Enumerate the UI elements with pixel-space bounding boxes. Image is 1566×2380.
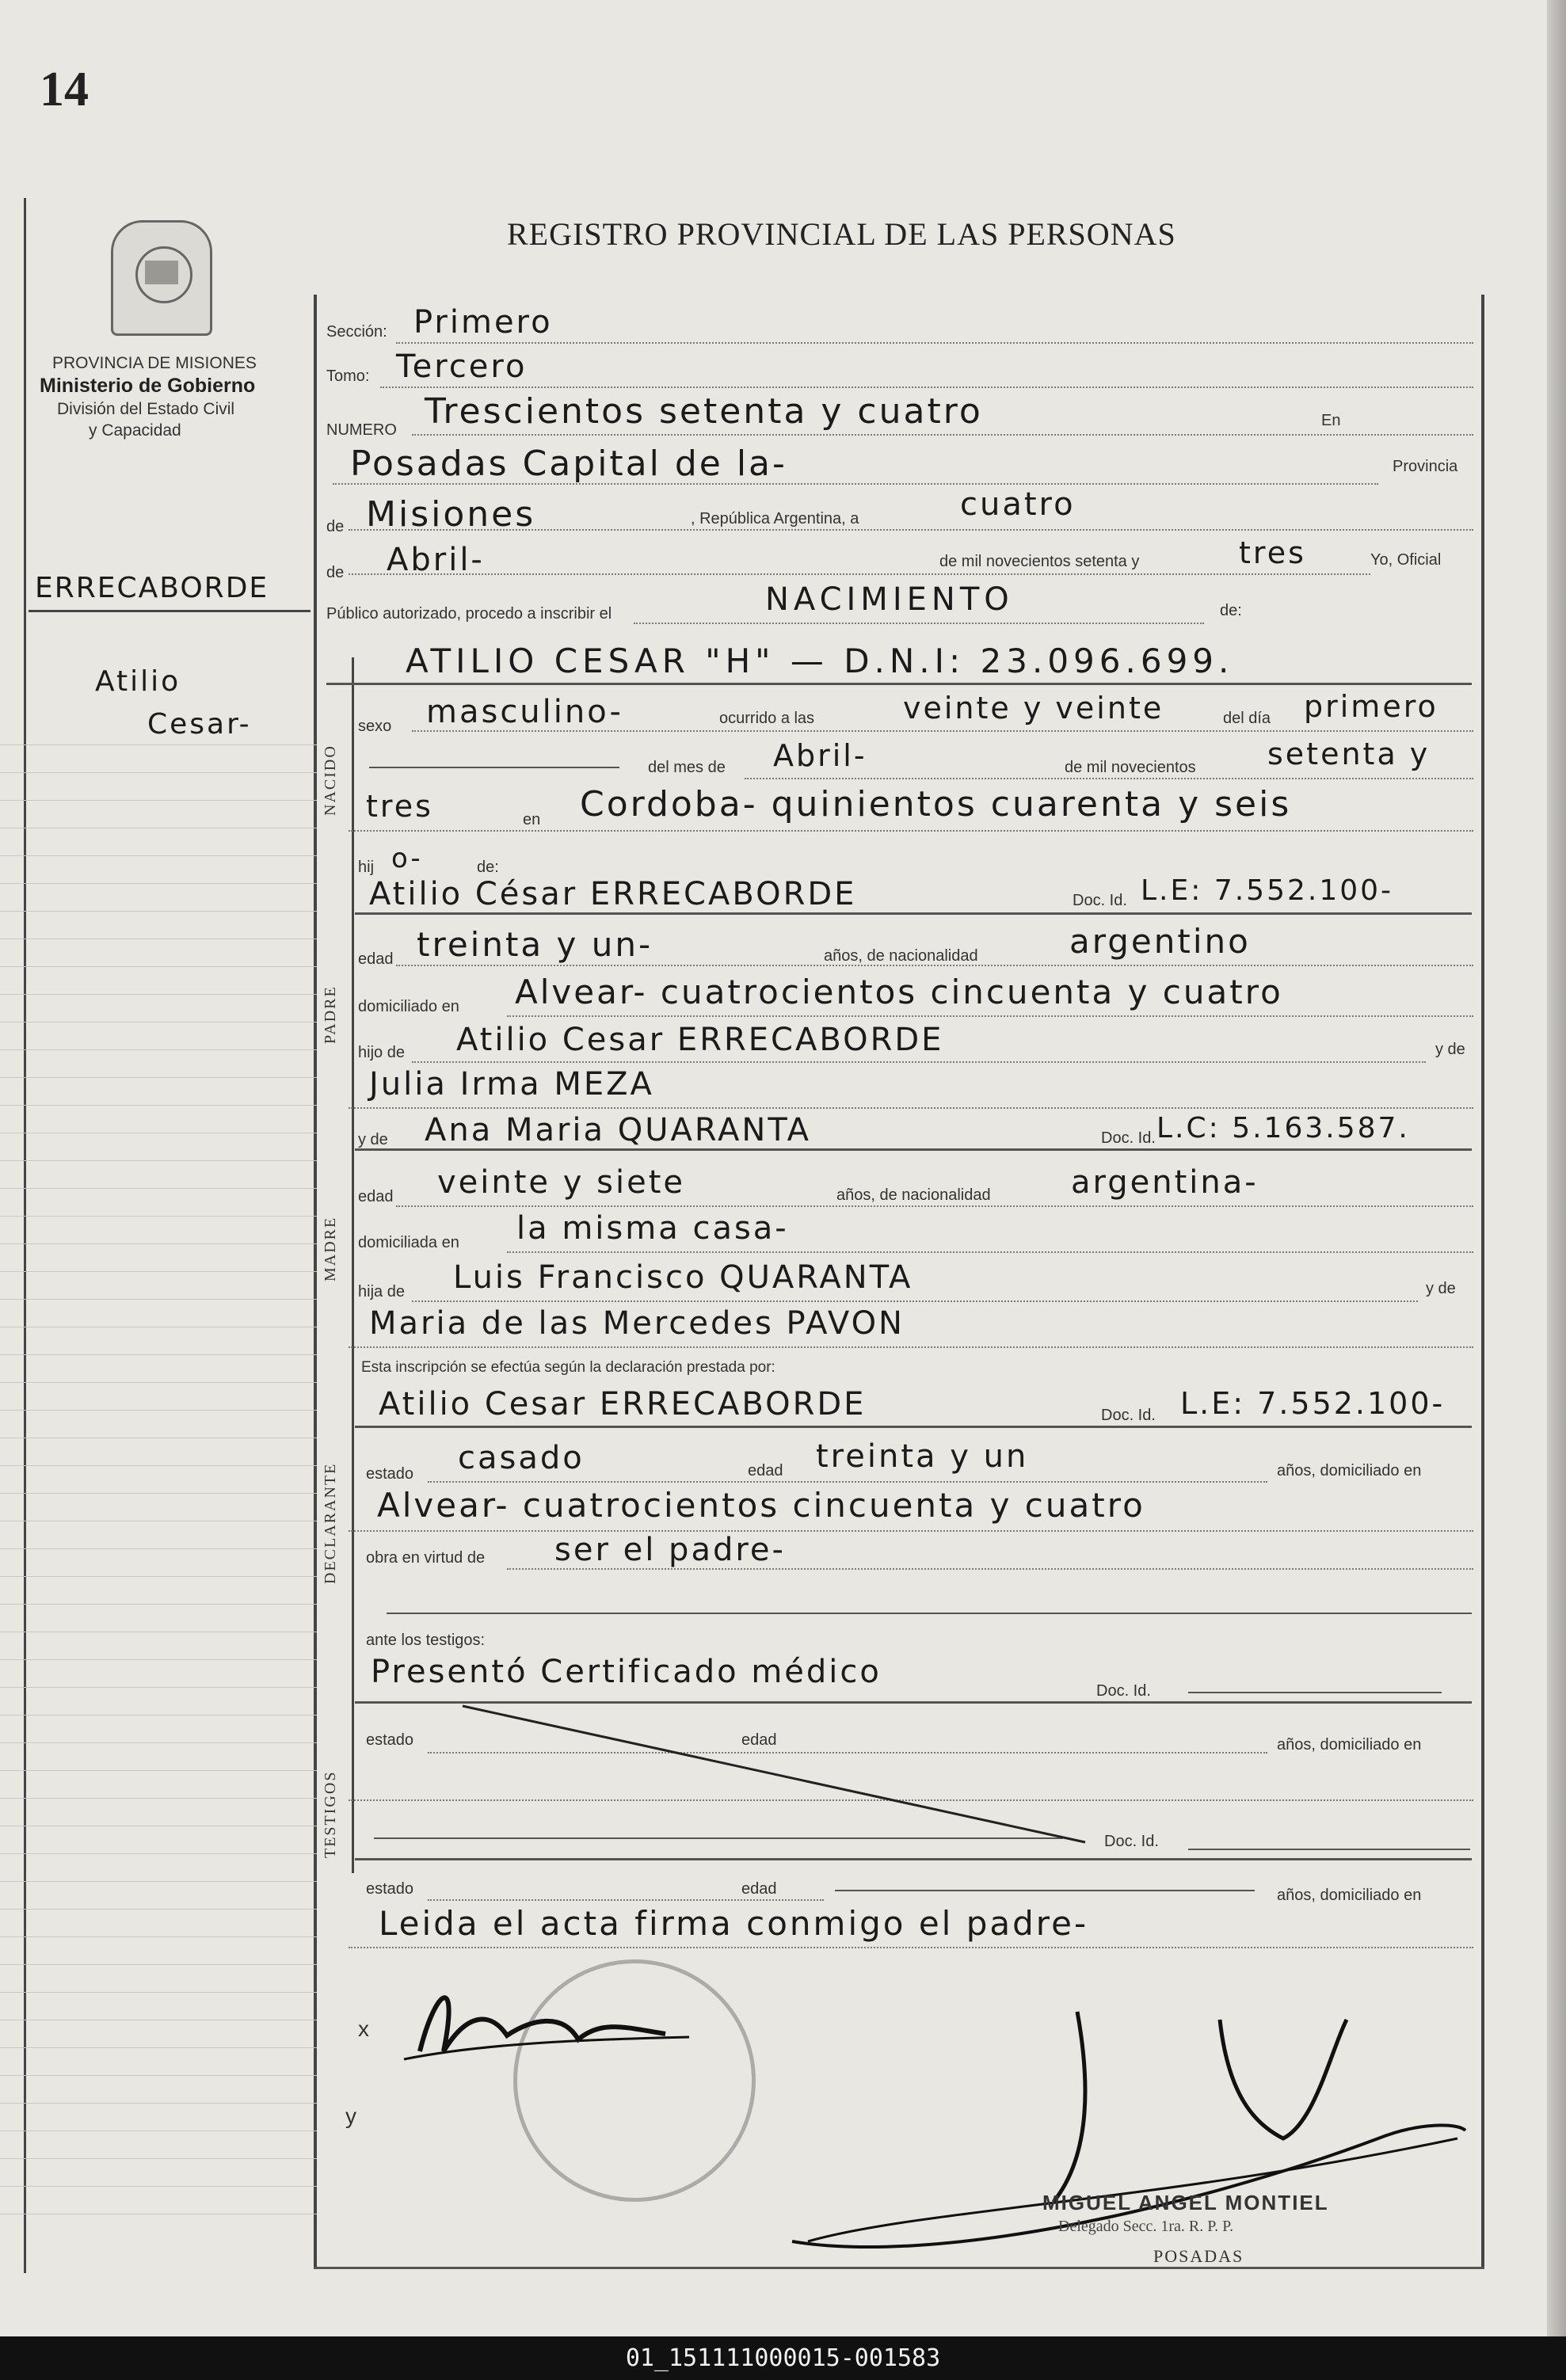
declarante-edad-value: treinta y un xyxy=(816,1438,1029,1475)
declarante-estado-label: estado xyxy=(366,1465,414,1483)
madre-hija-value: Luis Francisco QUARANTA xyxy=(453,1259,913,1296)
void-strike-line xyxy=(459,1703,1093,1853)
officer-name-stamp: MIGUEL ANGEL MONTIEL xyxy=(1042,2191,1329,2214)
declarante-name: Atilio Cesar ERRECABORDE xyxy=(379,1386,867,1422)
testigos-anos-dom-label-1: años, domiciliado en xyxy=(1277,1736,1422,1754)
madre-edad-label: edad xyxy=(358,1188,394,1205)
madre-name: Ana Maria QUARANTA xyxy=(425,1112,812,1148)
ministry-label: Ministerio de Gobierno xyxy=(40,375,256,397)
declarant-signature xyxy=(388,1964,705,2075)
province-value: Misiones xyxy=(366,494,536,535)
place-value: Posadas Capital de la- xyxy=(350,444,787,484)
month-value: Abril- xyxy=(387,542,485,578)
del-dia-label: del día xyxy=(1223,710,1271,727)
de-colon-label-nacido: de: xyxy=(477,859,499,876)
hora-value: veinte y veinte xyxy=(903,691,1164,725)
hijo-suffix: o- xyxy=(391,843,423,874)
seccion-value: Primero xyxy=(413,304,553,341)
margin-given-name-2: Cesar- xyxy=(147,708,252,741)
testigos-edad-label-1: edad xyxy=(741,1731,777,1749)
numero-label: NUMERO xyxy=(326,421,397,439)
form-left-border xyxy=(314,295,317,2267)
madre-y-de-label: y de xyxy=(358,1131,388,1148)
left-margin-line xyxy=(24,198,26,2273)
tomo-value: Tercero xyxy=(396,348,528,385)
margin-surname-underline xyxy=(29,610,311,612)
page-number: 14 xyxy=(40,63,89,116)
hijo-label: hij xyxy=(358,859,375,876)
testigos-doc-label-1: Doc. Id. xyxy=(1096,1682,1151,1700)
lugar-value: Cordoba- quinientos cuarenta y seis xyxy=(580,784,1292,824)
madre-abuela-name: Maria de las Mercedes PAVON xyxy=(369,1305,905,1342)
padre-edad-label: edad xyxy=(358,950,394,968)
republica-label: , República Argentina, a xyxy=(691,510,859,527)
declarante-doc-value: L.E: 7.552.100- xyxy=(1180,1386,1446,1421)
padre-doc-value: L.E: 7.552.100- xyxy=(1141,874,1394,907)
madre-edad-value: veinte y siete xyxy=(437,1164,685,1201)
act-type: NACIMIENTO xyxy=(765,581,1014,618)
y-mark: y xyxy=(345,2104,356,2128)
day-value: cuatro xyxy=(960,486,1076,523)
officer-city-stamp: POSADAS xyxy=(1153,2246,1244,2266)
padre-doc-label: Doc. Id. xyxy=(1073,892,1127,909)
testigos-estado-label-1: estado xyxy=(366,1731,414,1749)
madre-dom-value: la misma casa- xyxy=(516,1210,789,1247)
padre-y-de-label: y de xyxy=(1435,1041,1465,1058)
mil-label: de mil novecientos xyxy=(1065,759,1196,776)
section-madre: MADRE xyxy=(322,1216,339,1281)
padre-madre-name: Julia Irma MEZA xyxy=(369,1066,654,1102)
madre-y-de-label-2: y de xyxy=(1426,1280,1456,1297)
capacity-label: y Capacidad xyxy=(89,421,181,440)
en-label-nacido: en xyxy=(523,811,541,828)
de-label: de xyxy=(326,518,345,535)
declarante-obra-value: ser el padre- xyxy=(554,1532,786,1568)
padre-nac-label: años, de nacionalidad xyxy=(824,947,978,965)
page-edge xyxy=(1547,0,1566,2336)
officer-title-stamp: Delegado Secc. 1ra. R. P. P. xyxy=(1058,2218,1234,2235)
provincia-label: Provincia xyxy=(1393,458,1458,475)
provincial-crest-icon xyxy=(111,220,212,336)
section-padre: PADRE xyxy=(322,985,339,1044)
margin-given-name-1: Atilio xyxy=(95,665,181,698)
section-declarante: DECLARANTE xyxy=(322,1462,339,1584)
form-bottom-border xyxy=(314,2267,1484,2269)
publico-label: Público autorizado, procedo a inscribir el xyxy=(326,605,612,623)
seccion-label: Sección: xyxy=(326,323,387,341)
closing-text: Leida el acta firma conmigo el padre- xyxy=(379,1904,1089,1943)
de-label-2: de xyxy=(326,564,345,581)
registered-name-line: ATILIO CESAR "H" — D.N.I: 23.096.699. xyxy=(406,642,1234,680)
mes-value: Abril- xyxy=(773,738,867,773)
testigos-ante-label: ante los testigos: xyxy=(366,1632,486,1649)
dia-value: primero xyxy=(1304,689,1438,724)
numero-value: Trescientos setenta y cuatro xyxy=(425,391,983,432)
form-right-border xyxy=(1481,295,1484,2267)
year-text-label: de mil novecientos setenta y xyxy=(939,553,1140,570)
padre-hijo-de-value: Atilio Cesar ERRECABORDE xyxy=(456,1022,944,1058)
del-mes-label: del mes de xyxy=(648,759,726,776)
declarante-intro: Esta inscripción se efectúa según la declaración prestada por: xyxy=(361,1359,775,1376)
declarante-dom-value: Alvear- cuatrocientos cincuenta y cuatro xyxy=(377,1486,1145,1525)
en-label: En xyxy=(1321,412,1341,429)
page-title: REGISTRO PROVINCIAL DE LAS PERSONAS xyxy=(507,216,1176,252)
padre-name: Atilio César ERRECABORDE xyxy=(369,876,857,912)
sexo-label: sexo xyxy=(358,718,392,735)
section-nacido: NACIDO xyxy=(322,744,339,816)
section-label-border xyxy=(352,657,354,1873)
testigos-edad-label-2: edad xyxy=(741,1880,777,1898)
year-handwritten: tres xyxy=(1239,535,1306,570)
x-mark: x xyxy=(358,2016,369,2041)
dia-blank-line xyxy=(369,767,619,768)
testigos-anos-dom-label-2: años, domiciliado en xyxy=(1277,1887,1422,1904)
anio-value-1: setenta y xyxy=(1267,737,1431,771)
padre-edad-value: treinta y un- xyxy=(417,925,653,964)
margin-surname: ERRECABORDE xyxy=(35,572,269,604)
padre-hijo-de-label: hijo de xyxy=(358,1044,405,1061)
madre-doc-value: L.C: 5.163.587. xyxy=(1156,1112,1410,1144)
declarante-edad-label: edad xyxy=(748,1462,783,1479)
anio-value-2: tres xyxy=(366,789,433,824)
declarante-obra-label: obra en virtud de xyxy=(366,1549,486,1567)
declarante-estado-value: casado xyxy=(458,1440,585,1476)
tomo-label: Tomo: xyxy=(326,367,370,385)
ocurrido-label: ocurrido a las xyxy=(719,710,815,727)
province-label: PROVINCIA DE MISIONES xyxy=(52,354,257,372)
testigos-presento: Presentó Certificado médico xyxy=(371,1654,882,1690)
madre-dom-label: domiciliada en xyxy=(358,1234,459,1251)
padre-dom-label: domiciliado en xyxy=(358,998,459,1015)
image-caption: 01_151111000015-001583 xyxy=(0,2336,1566,2380)
madre-nac-value: argentina- xyxy=(1071,1164,1259,1201)
testigos-estado-label-2: estado xyxy=(366,1880,414,1898)
declarante-anos-dom-label: años, domiciliado en xyxy=(1277,1462,1422,1479)
section-testigos: TESTIGOS xyxy=(322,1770,339,1858)
de-colon-label: de: xyxy=(1220,602,1242,619)
madre-nac-label: años, de nacionalidad xyxy=(836,1186,991,1204)
division-label: División del Estado Civil xyxy=(57,400,235,418)
padre-nac-value: argentino xyxy=(1069,922,1251,961)
sexo-value: masculino- xyxy=(426,694,623,730)
madre-doc-label: Doc. Id. xyxy=(1101,1129,1156,1147)
oficial-label: Yo, Oficial xyxy=(1370,551,1442,569)
padre-dom-value: Alvear- cuatrocientos cincuenta y cuatro xyxy=(515,973,1283,1011)
declarante-doc-label: Doc. Id. xyxy=(1101,1407,1156,1424)
madre-hija-label: hija de xyxy=(358,1283,405,1300)
testigos-doc-label-2: Doc. Id. xyxy=(1104,1833,1159,1850)
